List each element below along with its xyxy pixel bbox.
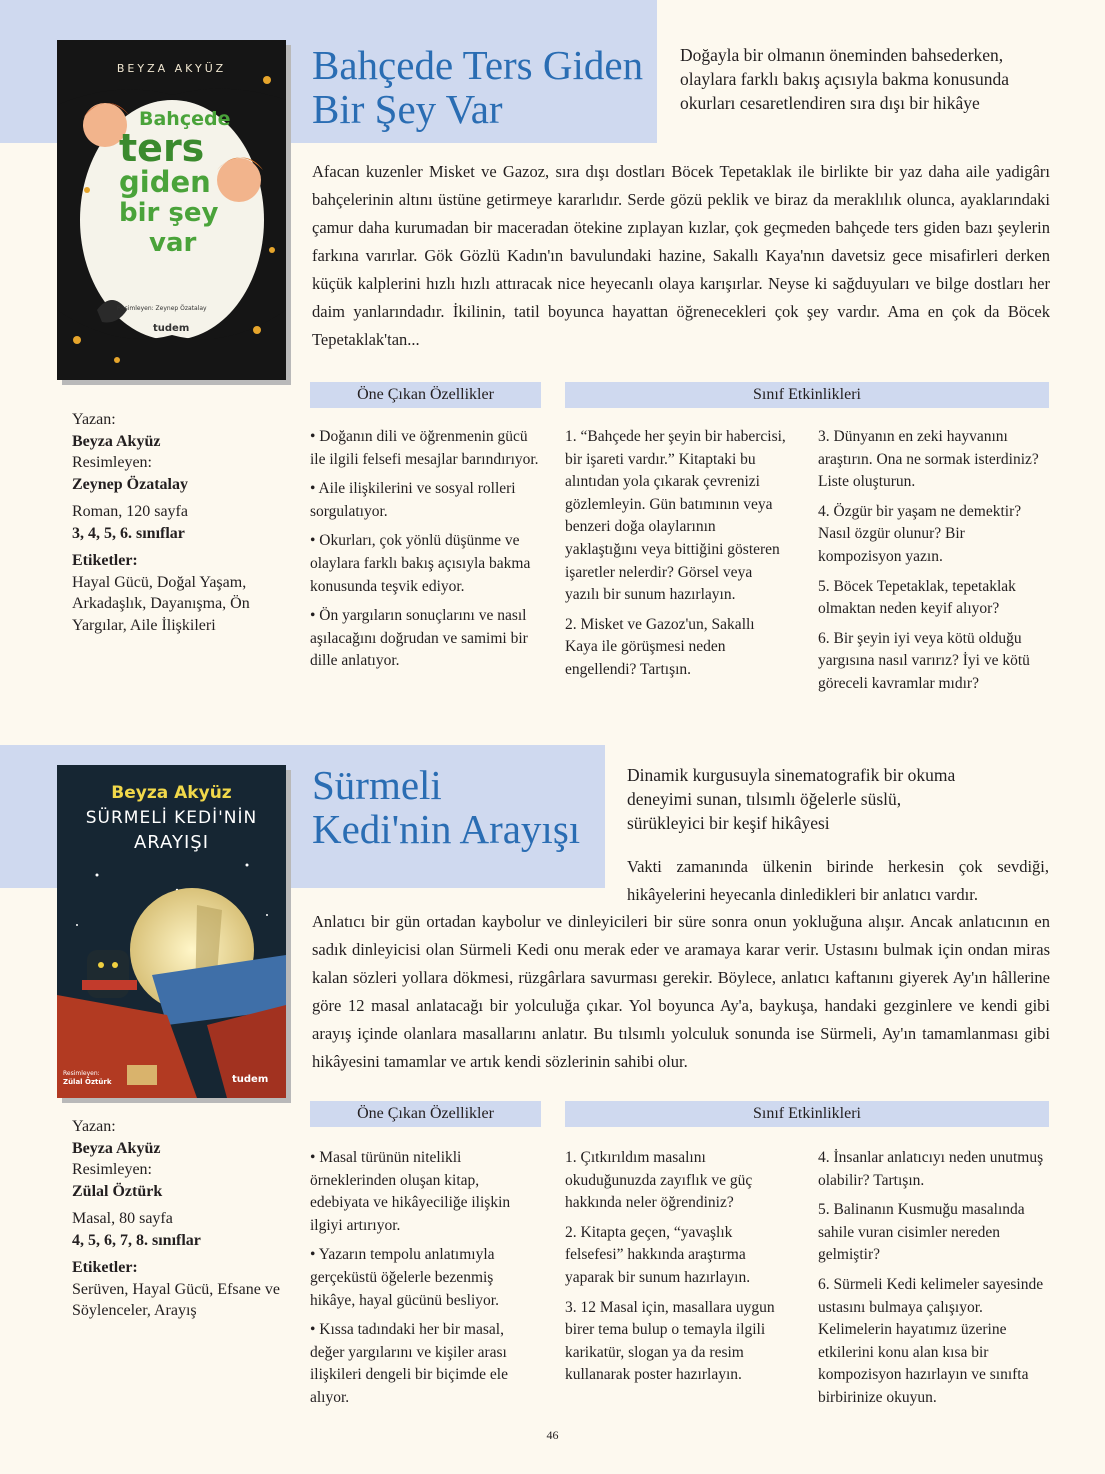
activity-item: 6. Bir şeyin iyi veya kötü olduğu yargısına nasıl varırız? İyi ve kötü göreceli kavramlar mıdır?: [818, 629, 1030, 692]
cover-1-title-line: Bahçede: [139, 108, 231, 130]
feature-item: • Aile ilişkilerini ve sosyal rolleri sorgulatıyor.: [310, 480, 516, 520]
book-1-tagline: Doğayla bir olmanın öneminden bahsederken, olaylara farklı bakış açısıyla bakma konusunda okurları cesaretlendiren sıra dışı bir hikâye: [680, 45, 1009, 113]
page-number: 46: [546, 1428, 559, 1442]
book-grades: 3, 4, 5, 6. sınıflar: [72, 524, 185, 542]
feature-item: • Okurları, çok yönlü düşünme ve olaylara farklı bakış açısıyla bakma konusunda teşvik ediyor.: [310, 532, 531, 595]
activity-item: 5. Balinanın Kusmuğu masalında sahile vuran cisimler nereden gelmiştir?: [818, 1201, 1025, 1264]
activity-item: 3. Dünyanın en zeki hayvanını araştırın. Ona ne sormak isterdiniz? Liste oluşturun.: [818, 428, 1039, 491]
feature-item: • Ön yargıların sonuçlarını ve nasıl aşılacağını doğrudan ve samimi bir dille anlatıyor.: [310, 607, 528, 670]
activities-col2-1: [818, 426, 1050, 703]
cover-2-title-line1: SÜRMELİ KEDİ'NİN: [85, 808, 258, 828]
activities-header-1: Sınıf Etkinlikleri: [565, 382, 1049, 408]
features-header-2: Öne Çıkan Özellikler: [310, 1101, 541, 1127]
activity-item: 2. Misket ve Gazoz'un, Sakallı Kaya ile görüşmesi neden engellendi? Tartışın.: [565, 615, 755, 678]
cover-2-illustrator: Zülal Öztürk: [63, 1078, 112, 1086]
tags-label: Etiketler:: [72, 1259, 138, 1276]
activity-item: 1. Çıtkırıldım masalını okuduğunuzda zayıflık ve güç hakkında neler öğrendiniz?: [565, 1149, 753, 1212]
activity-item: 1. “Bahçede her şeyin bir habercisi, bir işareti vardır.” Kitaptaki bu alıntıdan yola çıkarak çevrenizi gözlemleyin. Gün batımının veya benzeri doğa olaylarının yaklaştığını veya bittiğini gösteren işaretler nelerdir? Görsel veya yazılı bir sunum hazırlayın.: [565, 428, 786, 604]
cover-1-title-line: var: [149, 228, 197, 258]
author-name: Beyza Akyüz: [72, 1139, 161, 1157]
author-name: Beyza Akyüz: [72, 432, 161, 450]
feature-item: • Masal türünün nitelikli örneklerinden oluşan kitap, edebiyata ve hikâyeciliğe ilişkin ilgiyi artırıyor.: [310, 1149, 511, 1234]
tags-list: Serüven, Hayal Gücü, Efsane ve Söylenceler, Arayış: [72, 1280, 280, 1319]
cover-2-publisher: tudem: [232, 1074, 269, 1085]
cover-1-title: [119, 108, 269, 258]
book-cover-1: [57, 40, 286, 380]
activity-item: 5. Böcek Tepetaklak, tepetaklak olmaktan neden keyif alıyor?: [818, 577, 1016, 618]
book-1-meta: [72, 409, 292, 636]
book-1-title: [312, 43, 652, 131]
book-grades: 4, 5, 6, 7, 8. sınıflar: [72, 1231, 201, 1249]
activities-header-2: Sınıf Etkinlikleri: [565, 1101, 1049, 1127]
illustrator-name: Zeynep Özatalay: [72, 475, 188, 493]
cover-1-title-line: ters: [119, 126, 205, 170]
book-1-summary: Afacan kuzenler Misket ve Gazoz, sıra dışı dostları Böcek Tepetaklak ile birlikte bir yaz daha aile yadigârı bahçelerinin altını üstüne getirmeye kararlıdır. Serde gözü peklik ve biraz da meraklılık olunca, ayaklarındaki çamur daha kurumadan bir maceradan ötekine zıplayan kızlar, çok geçmeden bahçede ters giden bazı şeylerin farkına varırlar. Gök Gözlü Kadın'ın bavulundaki hazine, Sakallı Kaya'nın davetsiz gece misafirleri derken küçük kalplerini hızlı hızlı attıracak nice heyecanlı olaya karışırlar. Neyse ki sağduyuları ve bilge dostları her daim yanlarındadır. İkilinin, tatil boyunca hayattan öğrenecekleri çok şey vardır. Ama en çok da Böcek Tepetaklak'tan...: [312, 162, 1050, 349]
activities-col1-1: [565, 426, 787, 689]
book-format: Roman, 120 sayfa: [72, 503, 188, 520]
tags-label: Etiketler:: [72, 552, 138, 569]
activity-item: 4. Özgür bir yaşam ne demektir? Nasıl özgür olunur? Bir kompozisyon yazın.: [818, 502, 1022, 565]
activity-item: 4. İnsanlar anlatıcıyı neden unutmuş olabilir? Tartışın.: [818, 1149, 1044, 1189]
book-2-meta: [72, 1116, 292, 1322]
book-format: Masal, 80 sayfa: [72, 1210, 173, 1227]
author-label: Yazan:: [72, 411, 116, 428]
features-list-1: [310, 426, 541, 680]
activities-col2-2: [818, 1147, 1052, 1417]
book-1-title-line2: Bir Şey Var: [312, 86, 503, 132]
book-1-title-line1: Bahçede Ters Giden: [312, 42, 644, 88]
features-header-1: Öne Çıkan Özellikler: [310, 382, 541, 408]
activity-item: 3. 12 Masal için, masallara uygun birer tema bulup o temayla ilgili karikatür, slogan ya da resim kullanarak poster hazırlayın.: [565, 1298, 775, 1384]
cover-1-title-line: giden: [119, 165, 211, 199]
illustrator-label: Resimleyen:: [72, 1161, 152, 1178]
book-2-title-line2: Kedi'nin Arayışı: [312, 806, 581, 852]
illustrator-name: Zülal Öztürk: [72, 1182, 163, 1200]
cover-2-author: Beyza Akyüz: [111, 783, 232, 803]
cover-2-title-line2: ARAYIŞI: [133, 832, 210, 853]
cover-1-publisher: tudem: [153, 323, 190, 334]
feature-item: • Yazarın tempolu anlatımıyla gerçeküstü öğelerle bezenmiş hikâye, hayal gücünü besliyor.: [310, 1246, 499, 1309]
feature-item: • Kıssa tadındaki her bir masal, değer yargılarını ve kişiler arası ilişkileri dengeli bir biçimde ele alıyor.: [310, 1321, 508, 1406]
feature-item: • Doğanın dili ve öğrenmenin gücü ile ilgili felsefi mesajlar barındırıyor.: [310, 428, 539, 468]
author-label: Yazan:: [72, 1118, 116, 1135]
activity-item: 6. Sürmeli Kedi kelimeler sayesinde ustasını bulmaya çalışıyor. Kelimelerin hayatımız üzerine etkilerini konu alan kısa bir kompozisyon hazırlayın ve sınıfta birbirinize okuyun.: [818, 1275, 1044, 1406]
book-2-title: [312, 763, 602, 851]
book-2-summary: Anlatıcı bir gün ortadan kaybolur ve dinleyicileri bir süre sonra onun yokluğuna alışır. Ancak anlatıcının en sadık dinleyicisi olan Sürmeli Kedi onu merak eder ve aramaya karar verir. Ustasını bulmak için ondan miras kalan sözleri yollara dökmesi, rüzgârlara savurması gerekir. Böylece, anlatıcı kaftanını giyerek Ay'ın hâllerine göre 12 masal anlatacağı bir yolculuğa çıkar. Yol boyunca Ay'a, baykuşa, handaki gezginlere ve kendi gibi arayış içinde olanlara masallarını anlatır. Bu tılsımlı yolculuk sonunda ise Sürmeli, Ay'ın tamamlanması gibi hikâyesini tamamlar ve artık kendi sözlerinin sahibi olur.: [312, 912, 1050, 1071]
book-cover-2: [57, 765, 286, 1098]
book-2-title-line1: Sürmeli: [312, 762, 442, 808]
cover-1-author: BEYZA AKYÜZ: [116, 62, 227, 75]
activities-col1-2: [565, 1147, 790, 1394]
book-2-summary-lead: Vakti zamanında ülkenin birinde herkesin çok sevdiği, hikâyelerini heyecanla dinledikleri bir anlatıcı vardır.: [627, 857, 1049, 904]
book-2-tagline: Dinamik kurgusuyla sinematografik bir okuma deneyimi sunan, tılsımlı öğelerle süslü, sürükleyici bir keşif hikâyesi: [627, 765, 956, 833]
cover-1-title-line: bir şey: [119, 198, 219, 228]
activity-item: 2. Kitapta geçen, “yavaşlık felsefesi” hakkında araştırma yaparak bir sunum hazırlayın.: [565, 1223, 751, 1286]
cover-2-illustrator-label: Resimleyen:: [63, 1070, 100, 1077]
cover-1-illustrator: Resimleyen: Zeynep Özatalay: [117, 305, 207, 312]
features-list-2: [310, 1147, 541, 1417]
tags-list: Hayal Gücü, Doğal Yaşam, Arkadaşlık, Dayanışma, Ön Yargılar, Aile İlişkileri: [72, 573, 250, 634]
illustrator-label: Resimleyen:: [72, 454, 152, 471]
